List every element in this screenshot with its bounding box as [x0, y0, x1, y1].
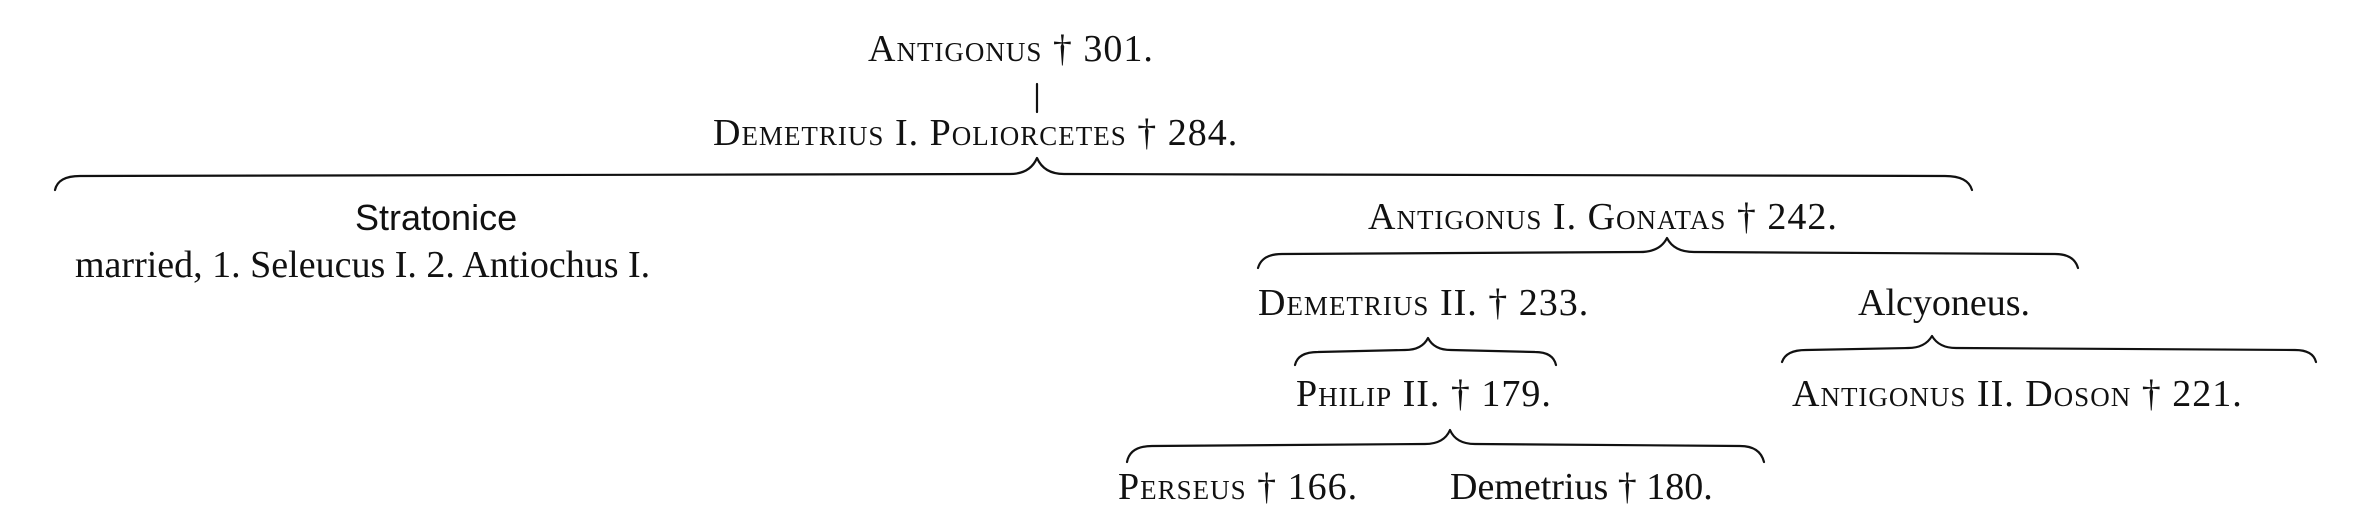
person-antigonus-doson: Antigonus II. Doson † 221.	[1792, 373, 2243, 415]
brace-philip-ii-children	[1127, 430, 1764, 462]
person-stratonice: Stratonice	[355, 197, 518, 238]
person-alcyoneus: Alcyoneus.	[1858, 282, 2031, 324]
person-demetrius-i-poliorcetes: Demetrius I. Poliorcetes † 284.	[713, 112, 1239, 154]
person-antigonus-gonatas: Antigonus I. Gonatas † 242.	[1368, 196, 1838, 238]
brace-alcyoneus-children	[1782, 336, 2316, 362]
brace-gonatas-children	[1258, 238, 2078, 268]
person-philip-ii: Philip II. † 179.	[1296, 373, 1552, 415]
person-demetrius-ii: Demetrius II. † 233.	[1258, 282, 1590, 324]
person-perseus: Perseus † 166.	[1118, 466, 1359, 508]
stratonice-marriage-note: married, 1. Seleucus I. 2. Antiochus I.	[75, 244, 651, 286]
person-antigonus: Antigonus † 301.	[868, 28, 1154, 70]
brace-demetrius-ii-children	[1295, 338, 1556, 365]
person-demetrius-son: Demetrius † 180.	[1450, 466, 1713, 508]
brace-demetrius-i-children	[55, 158, 1972, 190]
